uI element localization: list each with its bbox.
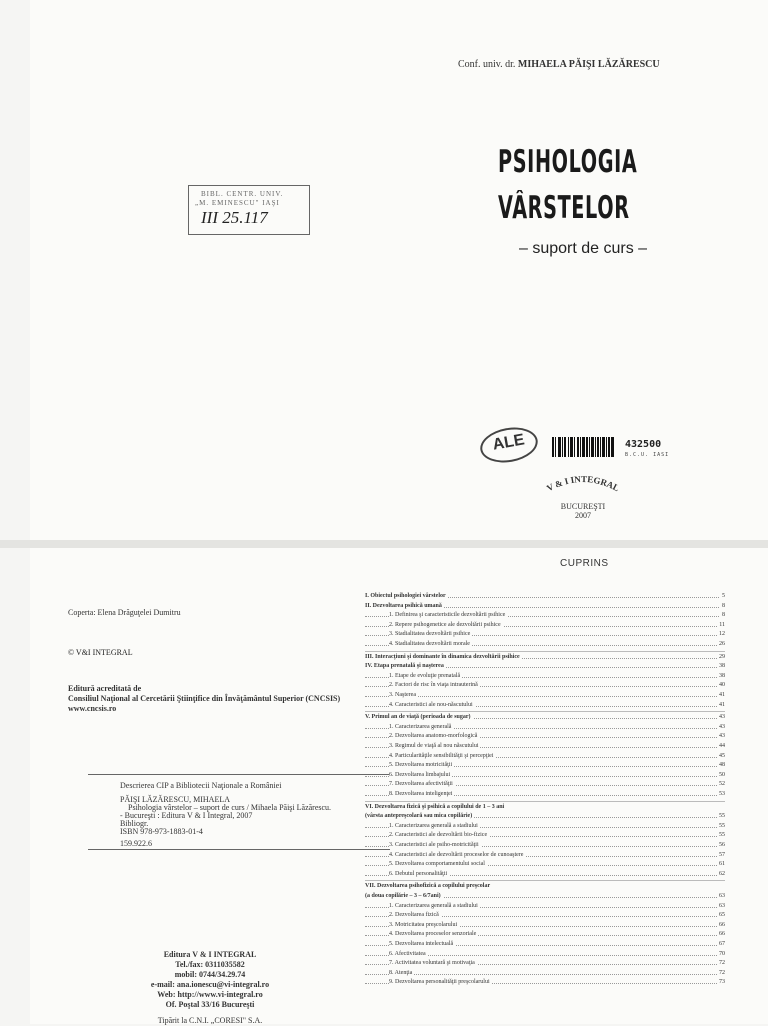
toc-entry-page: 11 xyxy=(719,621,725,628)
toc-entry-page: 67 xyxy=(719,941,725,947)
publisher-web: Web: http://www.vi-integral.ro xyxy=(157,990,263,999)
cip-title: Descrierea CIP a Bibliotecii Naţionale a României xyxy=(120,781,282,790)
toc-entry-page: 8 xyxy=(722,602,725,609)
toc-entry-label: 4. Stadialitatea dezvoltării morale xyxy=(389,641,470,647)
stamp-line-2: „M. EMINESCU" IAŞI xyxy=(195,199,280,207)
publisher-email: e-mail: ana.ionescu@vi-integral.ro xyxy=(150,980,270,989)
toc-entry xyxy=(365,742,725,750)
toc-entry xyxy=(365,892,725,900)
cip-isbn: ISBN 978-973-1883-01-4 xyxy=(120,827,203,836)
publisher-contact xyxy=(110,950,310,1010)
toc-entry xyxy=(365,752,725,760)
toc-entry-page: 63 xyxy=(719,893,725,899)
toc-entry-page: 41 xyxy=(719,692,725,698)
toc-entry xyxy=(365,950,725,958)
toc-entry xyxy=(365,771,725,779)
toc-entry-label: 4. Particularităţile sensibilităţii şi percepţiei xyxy=(389,752,494,759)
toc-entry xyxy=(365,959,725,967)
toc-entry xyxy=(365,723,725,731)
toc-entry xyxy=(365,780,725,788)
toc-entry-label: 4. Caracteristici ale dezvoltării proceselor de cunoaştere xyxy=(389,851,524,858)
barcode-library-code: B.C.U. IASI xyxy=(625,452,670,458)
toc-entry xyxy=(365,662,725,670)
toc-section-divider xyxy=(365,651,725,652)
toc-entry xyxy=(365,851,725,859)
toc-entry xyxy=(365,713,725,721)
toc-entry-label: 3. Motricitatea preşcolarului xyxy=(389,921,458,928)
library-stamp xyxy=(188,185,310,235)
toc-entry xyxy=(365,653,725,661)
toc-entry-label: 5. Dezvoltarea comportamentului social xyxy=(389,861,485,868)
toc-entry-label: 2. Repere psihogenetice ale dezvoltării psihice xyxy=(389,621,501,628)
toc-entry-page: 29 xyxy=(719,653,725,660)
toc-entry xyxy=(365,882,725,890)
toc-entry-page: 72 xyxy=(719,960,725,967)
toc-entry-label: (a doua copilărie – 3 – 6/7ani) xyxy=(365,893,441,899)
toc-entry-page: 26 xyxy=(719,641,725,647)
toc-entry xyxy=(365,611,725,619)
toc-entry xyxy=(365,602,725,610)
toc-entry-label: 1. Definirea şi caracteristicile dezvoltării psihice xyxy=(389,612,506,619)
copyright-notice: © V&I INTEGRAL xyxy=(68,648,133,657)
toc-entry-page: 41 xyxy=(719,701,725,708)
toc-entry-page: 53 xyxy=(719,791,725,797)
toc-entry-page: 56 xyxy=(719,842,725,848)
toc-entry-page: 62 xyxy=(719,870,725,877)
book-title-line-2: VÂRSTELOR xyxy=(498,190,630,226)
toc-entry-label: 7. Activitatea voluntară şi motivaţia xyxy=(389,960,475,967)
cip-author: PĂIŞI LĂZĂRESCU, MIHAELA xyxy=(120,795,230,804)
toc-entry-page: 57 xyxy=(719,851,725,858)
toc-entry-label: (vârsta antepreşcolară sau mica copilărie) xyxy=(365,813,473,820)
toc-entry-page: 55 xyxy=(719,832,725,839)
toc-entry xyxy=(365,621,725,629)
book-title-line-1: PSIHOLOGIA xyxy=(498,144,638,180)
toc-leader-dots xyxy=(365,696,725,697)
author-line xyxy=(458,59,660,70)
cip-line-1: Psihologia vârstelor – suport de curs / Mihaela Păişi Lăzărescu. xyxy=(128,803,332,812)
toc-entry-page: 70 xyxy=(719,950,725,957)
publisher-name: Editura V & I INTEGRAL xyxy=(163,950,257,959)
toc-entry-label: 7. Dezvoltarea afectivităţii xyxy=(389,781,453,788)
toc-entry-page: 52 xyxy=(719,781,725,788)
toc-entry-label: 3. Regimul de viaţă al nou născutului xyxy=(389,743,479,749)
toc-entry xyxy=(365,790,725,798)
toc-entry-label: I. Obiectul psihologiei vârstelor xyxy=(365,593,446,599)
toc-entry xyxy=(365,672,725,680)
toc-entry-page: 73 xyxy=(719,979,725,986)
svg-text:V & I INTEGRAL xyxy=(545,474,621,493)
toc-entry-label: IV. Etapa prenatală şi naşterea xyxy=(365,663,444,670)
toc-entry-label: 5. Dezvoltarea motricităţii xyxy=(389,762,453,769)
toc-entry-label: 1. Caracterizarea generală a stadiului xyxy=(389,822,478,829)
toc-entry-page: 38 xyxy=(719,663,725,670)
toc-entry-page: 43 xyxy=(719,723,725,730)
cip-record xyxy=(88,774,390,850)
toc-leader-dots xyxy=(365,974,725,975)
cip-classification: 159.922.6 xyxy=(120,839,152,848)
toc-entry-label: 2. Dezvoltarea anatomo-morfologică xyxy=(389,733,478,740)
toc-entry-page: 50 xyxy=(719,771,725,778)
toc-entry xyxy=(365,681,725,689)
toc-entry-label: 9. Dezvoltarea personalităţii preşcolarului xyxy=(389,979,490,986)
toc-section-divider xyxy=(365,711,725,712)
publisher-year: 2007 xyxy=(575,511,591,520)
contents-title: CUPRINS xyxy=(560,558,609,569)
toc-entry xyxy=(365,860,725,868)
toc-entry-page: 40 xyxy=(719,682,725,689)
toc-entry-page: 43 xyxy=(719,733,725,740)
toc-entry xyxy=(365,978,725,986)
cover-designer: Coperta: Elena Drăguţelei Dumitru xyxy=(68,608,181,617)
cip-line-2: - Bucureşti : Editura V & I Integral, 2007 xyxy=(120,811,253,820)
toc-entry xyxy=(365,902,725,910)
toc-entry-page: 43 xyxy=(719,714,725,721)
toc-entry-label: 1. Etape de evoluţie prenatală xyxy=(389,672,461,679)
toc-entry xyxy=(365,930,725,938)
barcode-icon xyxy=(551,436,615,458)
barcode-number: 432500 xyxy=(625,439,662,450)
toc-entry-page: 65 xyxy=(719,912,725,919)
toc-entry xyxy=(365,822,725,830)
toc-entry-page: 63 xyxy=(719,902,725,909)
toc-entry xyxy=(365,630,725,638)
toc-entry-page: 45 xyxy=(719,752,725,759)
toc-entry xyxy=(365,969,725,977)
printer-line: Tipărit la C.N.I. „CORESI" S.A. xyxy=(157,1016,263,1025)
toc-entry-label: 8. Atenţia xyxy=(389,969,413,976)
toc-entry xyxy=(365,701,725,709)
toc-entry xyxy=(365,812,725,820)
cip-line-3: Bibliogr. xyxy=(120,819,149,828)
toc-entry-label: 6. Afectivitatea xyxy=(389,950,426,957)
toc-entry xyxy=(365,831,725,839)
toc-section-divider xyxy=(365,880,725,881)
toc-entry-page: 48 xyxy=(719,762,725,769)
toc-entry xyxy=(365,640,725,648)
toc-entry xyxy=(365,691,725,699)
publisher-phone: Tel./fax: 0311035582 xyxy=(175,960,245,969)
toc-entry-label: 3. Caracteristici ale psiho-motricităţii xyxy=(389,842,479,848)
book-subtitle: – suport de curs – xyxy=(519,240,648,257)
toc-entry-label: VI. Dezvoltarea fizică şi psihică a copilului de 1 – 3 ani xyxy=(365,803,505,810)
toc-entry-label: 1. Caracterizarea generală a stadiului xyxy=(389,902,478,909)
ale-stamp xyxy=(477,423,540,467)
toc-entry-label: 2. Factori de risc în viaţa intrauterină xyxy=(389,682,478,689)
toc-entry xyxy=(365,803,725,811)
toc-entry-label: VII. Dezvoltarea psihofizică a copilului preşcolar xyxy=(365,883,491,890)
toc-entry xyxy=(365,911,725,919)
accreditation-line-1: Editură acreditată de xyxy=(68,684,142,693)
page-separator xyxy=(0,540,768,548)
author-prefix: Conf. univ. dr. xyxy=(458,59,516,70)
toc-entry-page: 55 xyxy=(719,813,725,820)
toc-entry-page: 12 xyxy=(719,631,725,638)
toc-entry-label: III. Interacţiuni şi dominante în dinamica dezvoltării psihice xyxy=(365,653,520,660)
toc-section-divider xyxy=(365,801,725,802)
toc-entry-label: 3. Stadialitatea dezvoltării psihice xyxy=(389,631,471,638)
toc-entry-page: 44 xyxy=(719,743,725,749)
toc-entry-label: 3. Naşterea xyxy=(389,692,416,698)
toc-entry-label: 2. Caracteristici ale dezvoltării bio-fizice xyxy=(389,832,488,839)
toc-entry xyxy=(365,870,725,878)
publisher-city: BUCUREŞTI xyxy=(560,502,606,511)
toc-entry-page: 5 xyxy=(722,593,725,599)
toc-entry xyxy=(365,841,725,849)
ale-stamp-text: ALE xyxy=(491,431,526,454)
toc-entry xyxy=(365,592,725,600)
publisher-postal: Of. Poştal 33/16 Bucureşti xyxy=(165,1000,255,1009)
stamp-handwritten-number: III 25.117 xyxy=(201,208,268,227)
toc-entry-page: 66 xyxy=(719,921,725,928)
toc-entry-page: 66 xyxy=(719,931,725,938)
accreditation-line-2: Consiliul Naţional al Cercetării Ştiinţifice din Învăţământul Superior (CNCSIS) xyxy=(68,694,341,703)
toc-entry-label: 8. Dezvoltarea inteligenţei xyxy=(389,791,453,797)
toc-entry-label: 6. Debutul personalităţii xyxy=(389,870,448,877)
author-name: MIHAELA PĂIŞI LĂZĂRESCU xyxy=(517,59,660,70)
toc-entry-page: 55 xyxy=(719,822,725,829)
publisher-arc-text: V & I INTEGRAL xyxy=(545,473,622,494)
toc-entry-label: II. Dezvoltarea psihică umană xyxy=(365,602,442,609)
accreditation-block xyxy=(68,684,398,714)
toc-entry-label: 4. Dezvoltarea proceselor senzoriale xyxy=(389,931,477,938)
toc-entry xyxy=(365,940,725,948)
stamp-line-1: BIBL. CENTR. UNIV. xyxy=(201,190,284,198)
toc-entry xyxy=(365,761,725,769)
colophon-contents-page xyxy=(30,548,768,1024)
toc-entry-label: 1. Caracterizarea generală xyxy=(389,723,452,730)
toc-entry-page: 8 xyxy=(722,612,725,619)
toc-entry-label: V. Primul an de viaţă (perioada de sugar) xyxy=(365,714,471,721)
toc-entry xyxy=(365,921,725,929)
toc-entry-page: 72 xyxy=(719,969,725,976)
publisher-logo xyxy=(528,470,638,504)
publisher-mobile: mobil: 0744/34.29.74 xyxy=(174,970,246,979)
accreditation-url: www.cncsis.ro xyxy=(68,704,117,713)
toc-entry-label: 4. Caracteristici ale nou-născutului xyxy=(389,701,473,708)
toc-entry-page: 38 xyxy=(719,672,725,679)
toc-entry xyxy=(365,732,725,740)
toc-entry-label: 2. Dezvoltarea fizică xyxy=(389,912,439,919)
toc-entry-label: 5. Dezvoltarea intelectuală xyxy=(389,941,454,947)
toc-entry-label: 6. Dezvoltarea limbajului xyxy=(389,771,451,778)
toc-entry-page: 61 xyxy=(719,861,725,868)
cover-page xyxy=(30,0,768,540)
